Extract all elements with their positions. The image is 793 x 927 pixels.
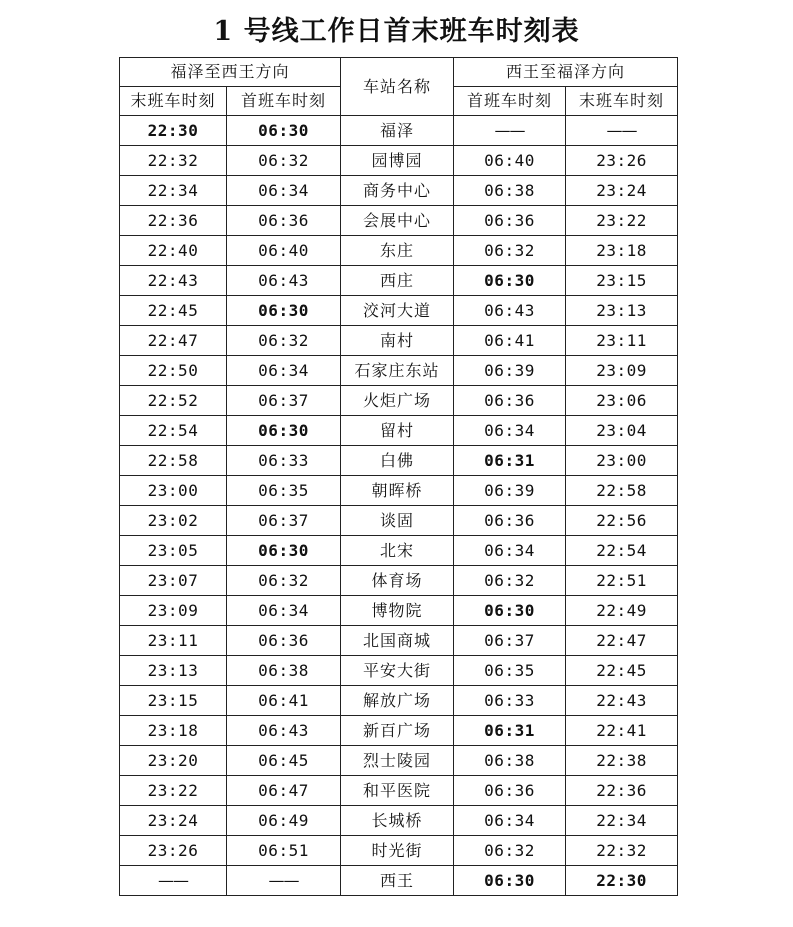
cell-a-last-train: 23:20	[120, 746, 227, 776]
cell-a-first-train: 06:32	[227, 566, 341, 596]
timetable	[119, 57, 678, 896]
cell-b-first-train: 06:30	[454, 866, 566, 896]
table-row	[120, 296, 678, 326]
cell-b-first-train: 06:30	[454, 596, 566, 626]
cell-b-first-train: 06:38	[454, 746, 566, 776]
cell-a-first-train: 06:49	[227, 806, 341, 836]
table-row	[120, 266, 678, 296]
table-row	[120, 386, 678, 416]
cell-station-name: 解放广场	[341, 686, 454, 716]
cell-a-last-train: 22:32	[120, 146, 227, 176]
cell-b-last-train: 23:09	[566, 356, 678, 386]
cell-a-last-train: 22:52	[120, 386, 227, 416]
col-header-a-last-train: 末班车时刻	[120, 87, 227, 116]
cell-b-first-train: 06:35	[454, 656, 566, 686]
cell-station-name: 会展中心	[341, 206, 454, 236]
cell-b-first-train: 06:43	[454, 296, 566, 326]
cell-a-first-train: 06:32	[227, 326, 341, 356]
cell-a-first-train: 06:32	[227, 146, 341, 176]
cell-b-last-train: 22:58	[566, 476, 678, 506]
cell-station-name: 烈士陵园	[341, 746, 454, 776]
table-row	[120, 716, 678, 746]
cell-b-last-train: 22:47	[566, 626, 678, 656]
table-row	[120, 476, 678, 506]
cell-station-name: 朝晖桥	[341, 476, 454, 506]
cell-b-first-train: 06:33	[454, 686, 566, 716]
table-row	[120, 206, 678, 236]
cell-station-name: 园博园	[341, 146, 454, 176]
cell-b-first-train: 06:32	[454, 566, 566, 596]
cell-a-first-train: 06:43	[227, 266, 341, 296]
table-row	[120, 506, 678, 536]
cell-b-first-train: 06:36	[454, 206, 566, 236]
cell-b-last-train: 23:24	[566, 176, 678, 206]
cell-a-last-train: 23:26	[120, 836, 227, 866]
cell-a-first-train: 06:51	[227, 836, 341, 866]
cell-a-last-train: 22:54	[120, 416, 227, 446]
table-row	[120, 326, 678, 356]
cell-a-last-train: 23:22	[120, 776, 227, 806]
cell-station-name: 留村	[341, 416, 454, 446]
cell-b-last-train: 22:32	[566, 836, 678, 866]
cell-b-last-train: 22:51	[566, 566, 678, 596]
cell-a-first-train: 06:37	[227, 506, 341, 536]
table-row	[120, 836, 678, 866]
cell-b-last-train: 23:06	[566, 386, 678, 416]
table-row	[120, 176, 678, 206]
cell-b-first-train: 06:31	[454, 716, 566, 746]
cell-a-first-train: 06:36	[227, 206, 341, 236]
cell-a-first-train: 06:41	[227, 686, 341, 716]
table-row	[120, 116, 678, 146]
cell-a-last-train: 23:02	[120, 506, 227, 536]
table-row	[120, 236, 678, 266]
cell-a-last-train: 22:58	[120, 446, 227, 476]
cell-a-last-train: 22:50	[120, 356, 227, 386]
cell-b-last-train: 23:26	[566, 146, 678, 176]
cell-b-first-train: 06:34	[454, 536, 566, 566]
table-row	[120, 536, 678, 566]
cell-a-last-train: 22:36	[120, 206, 227, 236]
table-row	[120, 416, 678, 446]
cell-b-last-train: 22:56	[566, 506, 678, 536]
col-header-b-first-train: 首班车时刻	[454, 87, 566, 116]
cell-a-first-train: 06:36	[227, 626, 341, 656]
table-row	[120, 446, 678, 476]
station-name-header: 车站名称	[341, 58, 454, 116]
cell-station-name: 白佛	[341, 446, 454, 476]
cell-a-last-train: 23:11	[120, 626, 227, 656]
cell-a-first-train: 06:38	[227, 656, 341, 686]
cell-station-name: 平安大街	[341, 656, 454, 686]
cell-b-first-train: 06:38	[454, 176, 566, 206]
cell-a-first-train: 06:47	[227, 776, 341, 806]
cell-a-last-train: 23:07	[120, 566, 227, 596]
cell-b-last-train: 22:34	[566, 806, 678, 836]
table-row	[120, 866, 678, 896]
cell-station-name: 北宋	[341, 536, 454, 566]
page-title: 1 号线工作日首末班车时刻表	[213, 16, 580, 47]
cell-station-name: 新百广场	[341, 716, 454, 746]
cell-b-last-train: 23:00	[566, 446, 678, 476]
cell-b-first-train: 06:37	[454, 626, 566, 656]
cell-a-first-train: ——	[227, 866, 341, 896]
cell-b-last-train: 23:18	[566, 236, 678, 266]
cell-b-last-train: 22:43	[566, 686, 678, 716]
table-row	[120, 656, 678, 686]
cell-station-name: 福泽	[341, 116, 454, 146]
cell-b-first-train: 06:39	[454, 356, 566, 386]
cell-station-name: 石家庄东站	[341, 356, 454, 386]
cell-a-last-train: 23:15	[120, 686, 227, 716]
cell-b-first-train: 06:30	[454, 266, 566, 296]
cell-a-first-train: 06:30	[227, 536, 341, 566]
cell-station-name: 体育场	[341, 566, 454, 596]
table-row	[120, 596, 678, 626]
cell-b-last-train: 22:38	[566, 746, 678, 776]
cell-b-last-train: 22:41	[566, 716, 678, 746]
cell-b-first-train: 06:40	[454, 146, 566, 176]
cell-station-name: 西庄	[341, 266, 454, 296]
cell-b-last-train: ——	[566, 116, 678, 146]
cell-station-name: 和平医院	[341, 776, 454, 806]
cell-station-name: 洨河大道	[341, 296, 454, 326]
table-row	[120, 686, 678, 716]
cell-b-last-train: 22:54	[566, 536, 678, 566]
cell-station-name: 北国商城	[341, 626, 454, 656]
cell-a-last-train: 23:18	[120, 716, 227, 746]
cell-b-last-train: 22:36	[566, 776, 678, 806]
cell-a-first-train: 06:37	[227, 386, 341, 416]
cell-a-last-train: 23:00	[120, 476, 227, 506]
cell-station-name: 长城桥	[341, 806, 454, 836]
table-row	[120, 746, 678, 776]
timetable-body	[120, 116, 678, 896]
table-row	[120, 626, 678, 656]
cell-b-last-train: 23:04	[566, 416, 678, 446]
cell-b-first-train: 06:39	[454, 476, 566, 506]
cell-station-name: 东庄	[341, 236, 454, 266]
cell-a-first-train: 06:33	[227, 446, 341, 476]
cell-a-first-train: 06:34	[227, 356, 341, 386]
table-row	[120, 776, 678, 806]
cell-b-first-train: 06:41	[454, 326, 566, 356]
cell-b-last-train: 22:49	[566, 596, 678, 626]
cell-a-first-train: 06:30	[227, 296, 341, 326]
cell-a-first-train: 06:35	[227, 476, 341, 506]
cell-b-first-train: 06:32	[454, 236, 566, 266]
table-row	[120, 806, 678, 836]
table-row	[120, 566, 678, 596]
table-row	[120, 356, 678, 386]
col-header-a-first-train: 首班车时刻	[227, 87, 341, 116]
direction-header-to-xiwang: 福泽至西王方向	[120, 58, 341, 87]
cell-b-first-train: 06:36	[454, 386, 566, 416]
cell-a-first-train: 06:30	[227, 416, 341, 446]
cell-a-last-train: 23:09	[120, 596, 227, 626]
cell-b-first-train: ——	[454, 116, 566, 146]
cell-a-last-train: ——	[120, 866, 227, 896]
cell-a-last-train: 22:30	[120, 116, 227, 146]
cell-station-name: 博物院	[341, 596, 454, 626]
cell-b-first-train: 06:34	[454, 416, 566, 446]
cell-a-last-train: 22:47	[120, 326, 227, 356]
cell-b-first-train: 06:36	[454, 776, 566, 806]
cell-a-first-train: 06:45	[227, 746, 341, 776]
cell-b-first-train: 06:31	[454, 446, 566, 476]
cell-a-first-train: 06:30	[227, 116, 341, 146]
cell-a-first-train: 06:40	[227, 236, 341, 266]
cell-station-name: 时光街	[341, 836, 454, 866]
cell-b-last-train: 23:11	[566, 326, 678, 356]
cell-a-first-train: 06:34	[227, 596, 341, 626]
cell-station-name: 南村	[341, 326, 454, 356]
cell-b-last-train: 23:13	[566, 296, 678, 326]
cell-b-first-train: 06:34	[454, 806, 566, 836]
header-row-directions	[120, 58, 678, 87]
cell-station-name: 火炬广场	[341, 386, 454, 416]
table-row	[120, 146, 678, 176]
cell-a-last-train: 22:45	[120, 296, 227, 326]
cell-a-last-train: 22:34	[120, 176, 227, 206]
cell-a-first-train: 06:43	[227, 716, 341, 746]
cell-station-name: 西王	[341, 866, 454, 896]
cell-a-last-train: 23:24	[120, 806, 227, 836]
cell-a-last-train: 23:05	[120, 536, 227, 566]
cell-b-last-train: 22:30	[566, 866, 678, 896]
cell-a-first-train: 06:34	[227, 176, 341, 206]
cell-station-name: 商务中心	[341, 176, 454, 206]
cell-b-last-train: 23:22	[566, 206, 678, 236]
cell-a-last-train: 22:40	[120, 236, 227, 266]
col-header-b-last-train: 末班车时刻	[566, 87, 678, 116]
cell-b-first-train: 06:32	[454, 836, 566, 866]
cell-b-last-train: 22:45	[566, 656, 678, 686]
cell-a-last-train: 23:13	[120, 656, 227, 686]
cell-b-last-train: 23:15	[566, 266, 678, 296]
cell-station-name: 谈固	[341, 506, 454, 536]
cell-a-last-train: 22:43	[120, 266, 227, 296]
cell-b-first-train: 06:36	[454, 506, 566, 536]
direction-header-to-fuze: 西王至福泽方向	[454, 58, 678, 87]
